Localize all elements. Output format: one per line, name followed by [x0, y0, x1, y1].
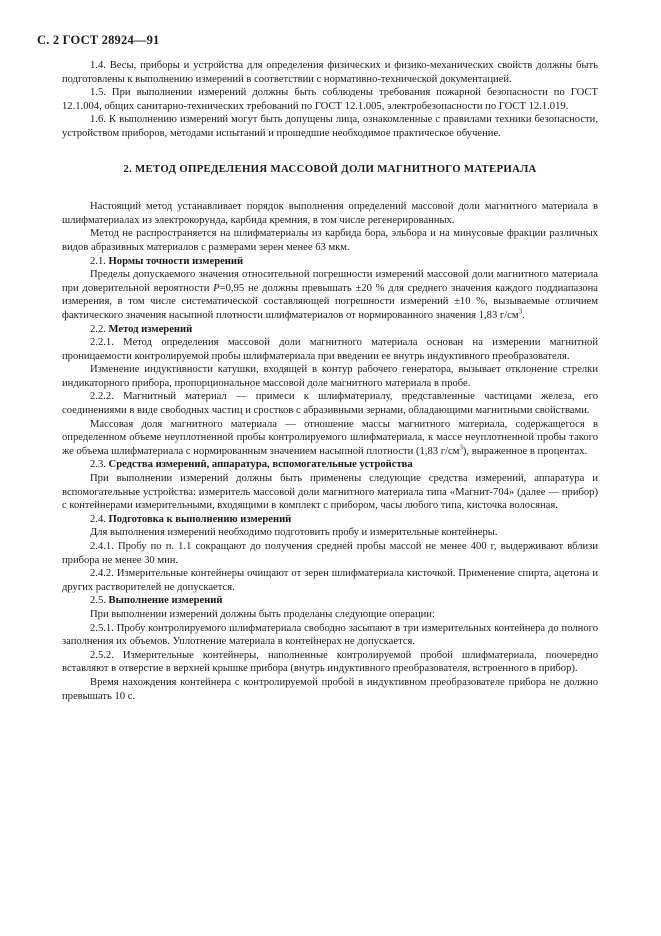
paragraph-2-2-2b-part-a: Массовая доля магнитного материала — отношение массы магнитного материала, содержащегося в определенном объеме неуплотненной пробы контролируемого шлифматериала, к массе неуплотненной пробы такого же объема шлифматериала с нормированным значением насыпной плотности (1,83 г/см: [62, 418, 598, 457]
paragraph-2-1: [62, 268, 598, 322]
paragraph-2-1-part-b: =0,95 не должны превышать ±20 % для среднего значения каждого поддиапазона измерения, в том числе систематической составляющей погрешности измерений ±10 %, вызываемые отличием фактического значения насыпной плотности шлифматериалов от нормированного значения 1,83 г/см: [62, 282, 599, 321]
heading-2-1-number: 2.1.: [90, 255, 106, 267]
paragraph-2-5-2b: Время нахождения контейнера с контролируемой пробой в индуктивном преобразователе прибора не должно превышать 10 с.: [62, 676, 598, 702]
section-2-title: 2. МЕТОД ОПРЕДЕЛЕНИЯ МАССОВОЙ ДОЛИ МАГНИТНОГО МАТЕРИАЛА: [123, 162, 537, 175]
paragraph-1-6: 1.6. К выполнению измерений могут быть допущены лица, ознакомленные с правилами техники безопасности, устройством приборов, методами испытаний и прошедшие необходимое практическое обучение.: [62, 114, 598, 139]
heading-2-2-number: 2.2.: [90, 323, 106, 335]
paragraph-1-5: 1.5. При выполнении измерений должны быть соблюдены требования пожарной безопасности по ГОСТ 12.1.004, общих санитарно-технических требований по ГОСТ 12.1.005, электробезопасности по ГОСТ 12.1.019.: [62, 87, 598, 112]
paragraph-2-4-2: 2.4.2. Измерительные контейнеры очищают от зерен шлифматериала кисточкой. Применение спирта, ацетона и других растворителей не допускается.: [62, 568, 598, 593]
heading-2-5-number: 2.5.: [90, 595, 106, 607]
paragraph-intro-2: Метод не распространяется на шлифматериалы из карбида бора, эльбора и на минусовые фракции различных видов абразивных материалов с размерами зерен менее 63 мкм.: [62, 228, 598, 253]
paragraph-2-2-1: 2.2.1. Метод определения массовой доли магнитного материала основан на измерении магнитной проницаемости контролируемой пробы шлифматериала при введении ее внутрь индуктивного преобразователя.: [62, 337, 598, 362]
heading-2-1-title: Нормы точности измерений: [108, 255, 244, 267]
heading-2-2-title: Метод измерений: [108, 323, 193, 335]
document-body: [62, 59, 598, 703]
paragraph-2-2-2b: [62, 418, 598, 459]
paragraph-2-2-1b: Изменение индуктивности катушки, входящей в контур рабочего генератора, вызывает отклонение стрелки индикаторного прибора, пропорциональное массовой доле магнитного материала в пробе.: [62, 364, 598, 389]
paragraph-2-2-2: 2.2.2. Магнитный материал — примеси к шлифматериалу, представленные частицами железа, его соединениями в виде свободных частиц и сростков с абразивными зернами, обладающими магнитными свойствами.: [62, 391, 598, 417]
page-header: С. 2 ГОСТ 28924—91: [37, 33, 160, 47]
heading-2-4: [62, 513, 598, 527]
heading-2-5-title: Выполнение измерений: [108, 595, 223, 607]
paragraph-2-5: При выполнении измерений должны быть проделаны следующие операции:: [90, 608, 435, 620]
paragraph-1-4: 1.4. Весы, приборы и устройства для определения физических и физико-механических свойств должны быть подготовлены к выполнению измерений в соответствии с нормативно-технической документацией.: [62, 60, 598, 85]
paragraph-2-4-1: 2.4.1. Пробу по п. 1.1 сокращают до получения средней пробы массой не менее 400 г, выдерживают вблизи прибора не менее 30 мин.: [62, 541, 598, 566]
heading-2-4-number: 2.4.: [90, 513, 106, 525]
heading-2-3: [62, 458, 598, 472]
heading-2-3-number: 2.3.: [90, 459, 106, 471]
paragraph-2-1-part-a: Пределы допускаемого значения относительной погрешности измерений массовой доли магнитного материала при доверительной вероятности: [62, 269, 598, 294]
paragraph-2-5-1: 2.5.1. Пробу контролируемого шлифматериала свободно засыпают в три измерительных контейнера до полного заполнения их объемов. Уплотнение материала в контейнерах не допускается.: [62, 622, 598, 648]
probability-variable: P: [213, 282, 220, 294]
heading-2-5: [62, 594, 598, 608]
superscript-3: 3: [459, 443, 463, 452]
heading-2-1: [62, 255, 598, 269]
superscript-3: 3: [518, 307, 523, 316]
paragraph-2-1-end: .: [522, 309, 525, 321]
paragraph-2-5-2: 2.5.2. Измерительные контейнеры, наполненные контролируемой пробой шлифматериала, поочередно вставляют в отверстие в верхней крышке прибора (внутрь индуктивного преобразователя, встроенного в прибор).: [62, 649, 598, 675]
heading-2-2: [62, 323, 598, 337]
heading-2-3-title: Средства измерений, аппаратура, вспомогательные устройства: [108, 459, 413, 471]
heading-2-4-title: Подготовка к выполнению измерений: [108, 513, 292, 525]
paragraph-2-4: Для выполнения измерений необходимо подготовить пробу и измерительные контейнеры.: [90, 527, 498, 539]
paragraph-2-3: При выполнении измерений должны быть применены следующие средства измерений, аппаратура и вспомогательные устройства: измеритель массовой доли магнитного материала типа «Магнит-704» (далее — прибор) с контейнерами измерительными, входящими в комплект с прибором, часы любого типа, кисточка волосяная.: [62, 473, 598, 512]
paragraph-2-2-2b-part-b: ), выраженное в процентах.: [462, 445, 588, 457]
paragraph-intro-1: Настоящий метод устанавливает порядок выполнения определений массовой доли магнитного материала в шлифматериалах из электрокорунда, карбида кремния, в том числе регенерированных.: [62, 201, 598, 226]
